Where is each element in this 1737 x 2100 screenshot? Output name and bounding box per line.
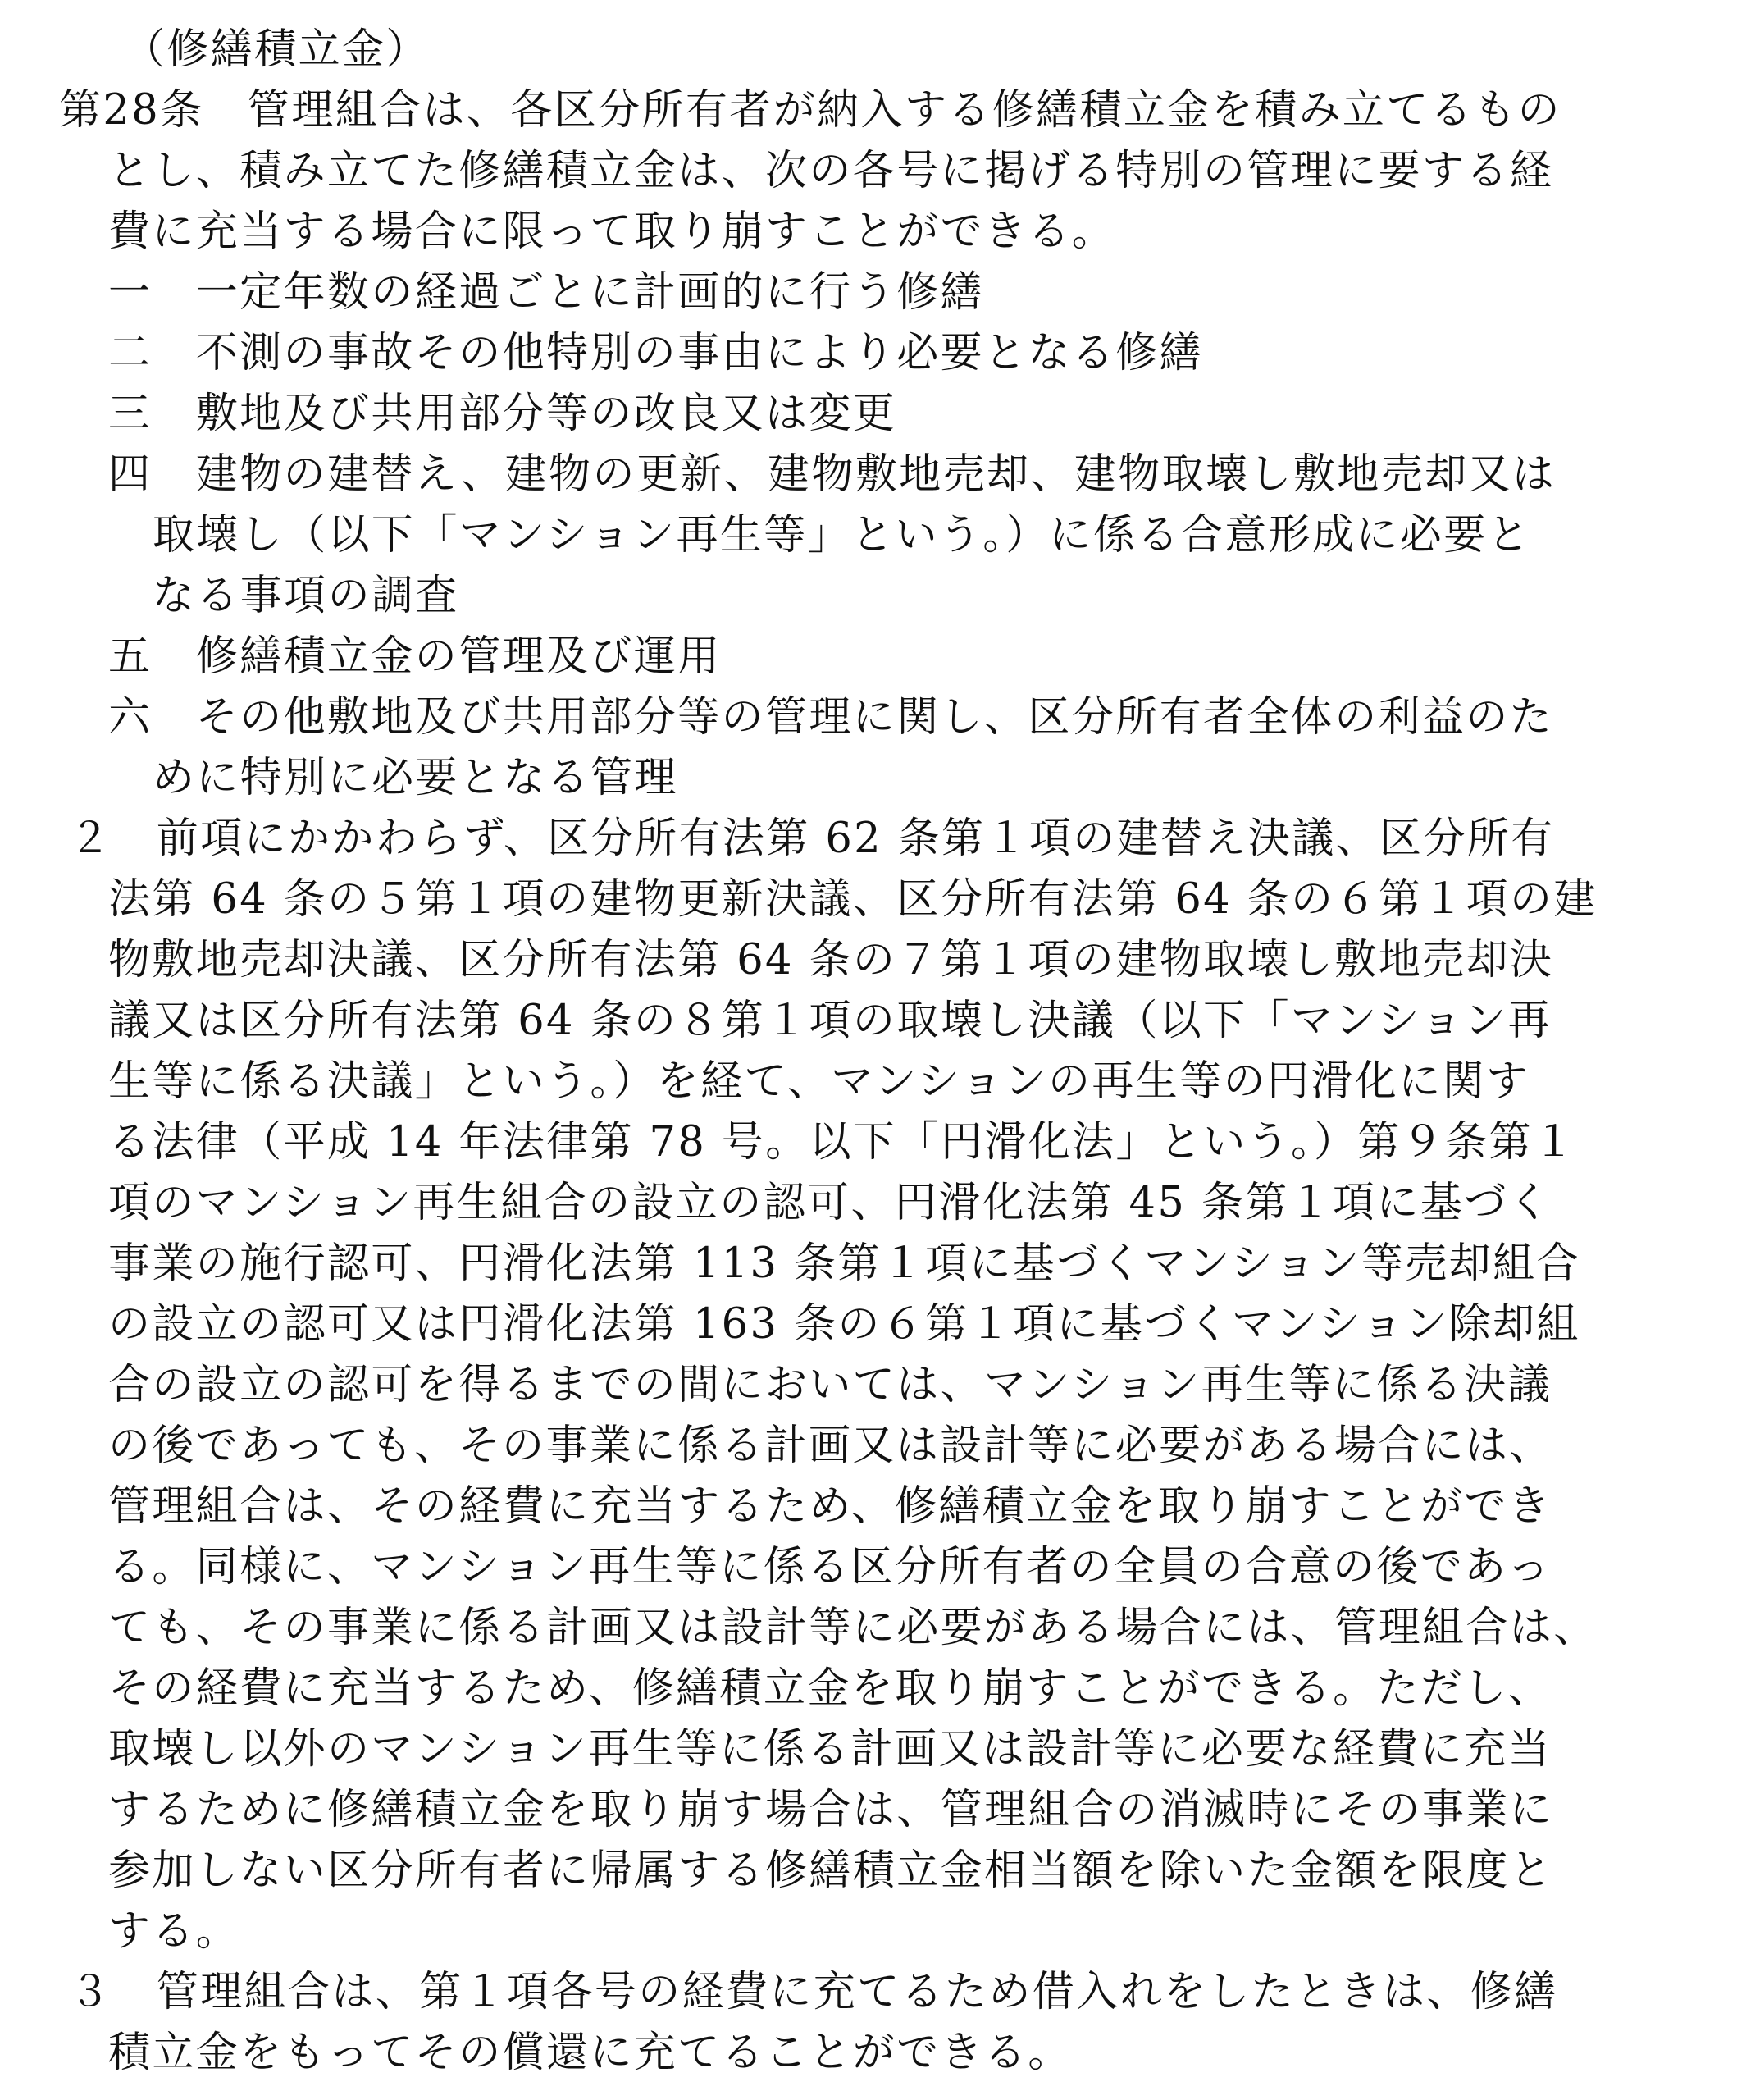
list-item-5: 五 修繕積立金の管理及び運用	[108, 632, 722, 681]
article-first-line: 第28条 管理組合は、各区分所有者が納入する修繕積立金を積み立てるもの	[59, 86, 1561, 135]
text-line: 参加しない区分所有者に帰属する修繕積立金相当額を除いた金額を限度と	[108, 1847, 1554, 1895]
text-line: とし、積み立てた修繕積立金は、次の各号に掲げる特別の管理に要する経	[108, 147, 1554, 195]
text-line: の後であっても、その事業に係る計画又は設計等に必要がある場合には、	[108, 1422, 1553, 1470]
text-line: ても、その事業に係る計画又は設計等に必要がある場合には、管理組合は、	[108, 1604, 1598, 1652]
list-item-2: 二 不測の事故その他特別の事由により必要となる修繕	[108, 329, 1204, 377]
section-heading: （修繕積立金）	[123, 25, 430, 74]
text-line: 費に充当する場合に限って取り崩すことができる。	[108, 208, 1116, 256]
list-item-6: 六 その他敷地及び共用部分等の管理に関し、区分所有者全体の利益のた	[108, 693, 1554, 742]
text-line: 管理組合は、その経費に充当するため、修繕積立金を取り崩すことができ	[108, 1482, 1552, 1531]
text-line: 取壊し以外のマンション再生等に係る計画又は設計等に必要な経費に充当	[108, 1725, 1552, 1774]
text-line: 生等に係る決議」という。）を経て、マンションの再生等の円滑化に関す	[108, 1057, 1530, 1106]
text-line: る法律（平成 14 年法律第 78 号。以下「円滑化法」という。）第９条第１	[108, 1118, 1577, 1166]
list-item-1: 一 一定年数の経過ごとに計画的に行う修繕	[108, 268, 985, 317]
text-line: 議又は区分所有法第 64 条の８第１項の取壊し決議（以下「マンション再	[108, 997, 1552, 1045]
list-item-4: 四 建物の建替え、建物の更新、建物敷地売却、建物取壊し敷地売却又は	[108, 450, 1557, 499]
text-line: 法第 64 条の５第１項の建物更新決議、区分所有法第 64 条の６第１項の建	[108, 875, 1598, 924]
text-line: の設立の認可又は円滑化法第 163 条の６第１項に基づくマンション除却組	[108, 1300, 1580, 1349]
text-line: 項のマンション再生組合の設立の認可、円滑化法第 45 条第１項に基づく	[108, 1179, 1552, 1227]
text-line: 積立金をもってその償還に充てることができる。	[108, 2029, 1072, 2077]
text-line: 合の設立の認可を得るまでの間においては、マンション再生等に係る決議	[108, 1361, 1552, 1409]
paragraph-2-first-line: ２ 前項にかかわらず、区分所有法第 62 条第１項の建替え決議、区分所有	[69, 815, 1555, 863]
paragraph-3-first-line: ３ 管理組合は、第１項各号の経費に充てるため借入れをしたときは、修繕	[69, 1968, 1558, 2016]
text-line: めに特別に必要となる管理	[153, 754, 678, 802]
text-line: なる事項の調査	[153, 572, 459, 620]
text-line: その経費に充当するため、修繕積立金を取り崩すことができる。ただし、	[108, 1664, 1552, 1713]
text-line: する。	[108, 1907, 240, 1956]
text-line: る。同様に、マンション再生等に係る区分所有者の全員の合意の後であっ	[108, 1543, 1552, 1591]
text-line: 事業の施行認可、円滑化法第 113 条第１項に基づくマンション等売却組合	[108, 1239, 1580, 1288]
text-line: するために修繕積立金を取り崩す場合は、管理組合の消滅時にその事業に	[108, 1786, 1554, 1834]
list-item-3: 三 敷地及び共用部分等の改良又は変更	[108, 390, 897, 438]
text-line: 物敷地売却決議、区分所有法第 64 条の７第１項の建物取壊し敷地売却決	[108, 936, 1554, 984]
text-line: 取壊し（以下「マンション再生等」という。）に係る合意形成に必要と	[153, 511, 1532, 559]
